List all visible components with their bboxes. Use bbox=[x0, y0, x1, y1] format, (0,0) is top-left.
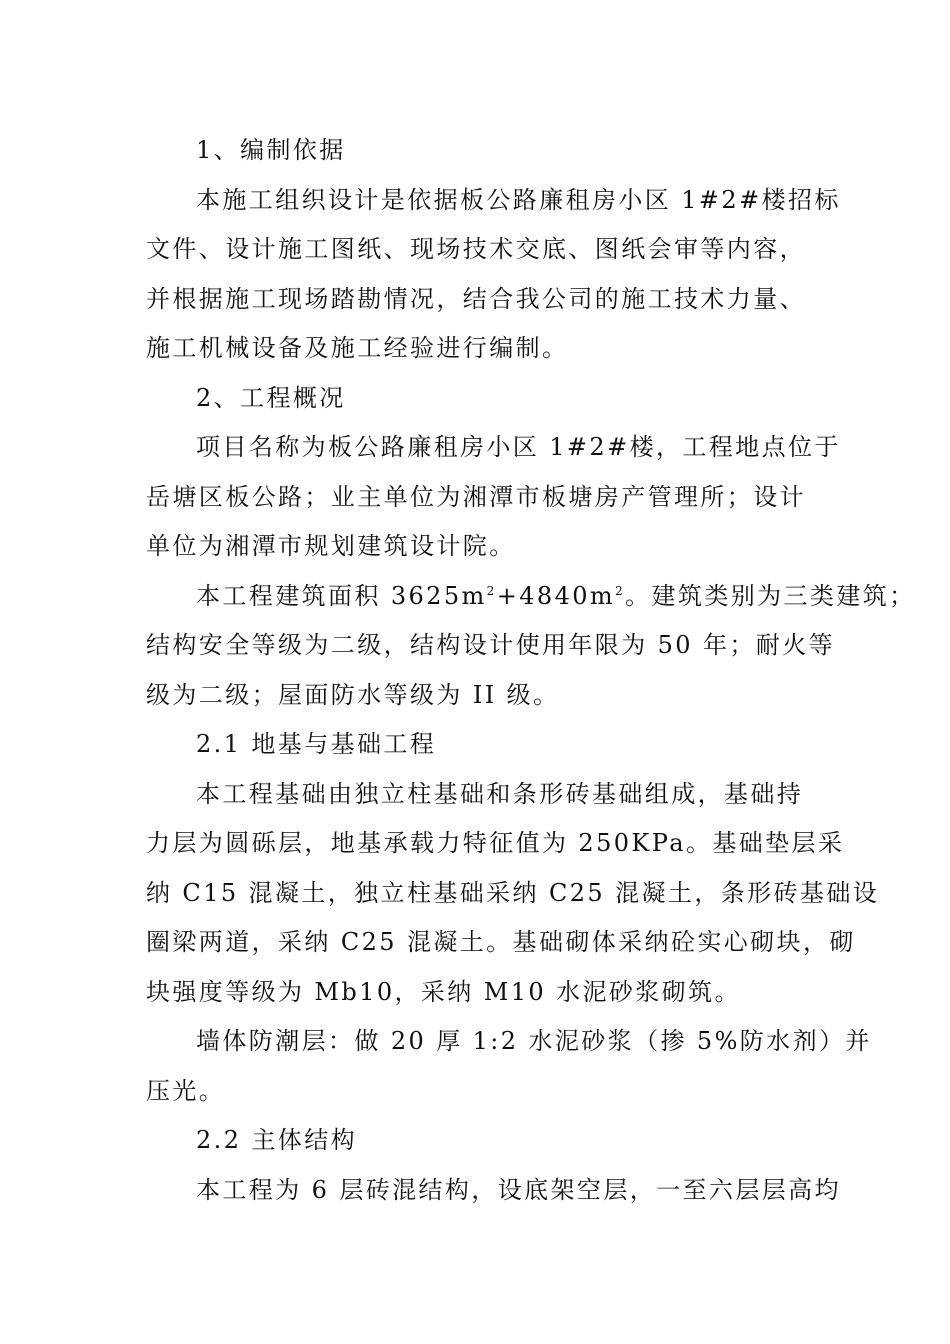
paragraph-line-area bbox=[146, 572, 916, 622]
area-unit-superscript: 2 bbox=[486, 583, 497, 598]
document-body bbox=[146, 126, 916, 1215]
paragraph-line: 墙体防潮层：做 20 厚 1:2 水泥砂浆（掺 5%防水剂）并 bbox=[196, 1027, 872, 1055]
paragraph-line: 结构安全等级为二级，结构设计使用年限为 50 年；耐火等 bbox=[146, 631, 835, 659]
paragraph-line: 文件、设计施工图纸、现场技术交底、图纸会审等内容， bbox=[146, 235, 806, 263]
section-heading-foundation: 2.1 地基与基础工程 bbox=[196, 730, 437, 758]
paragraph-line: 本工程为 6 层砖混结构，设底架空层，一至六层层高均 bbox=[196, 1175, 841, 1204]
paragraph-line: 力层为圆砾层，地基承载力特征值为 250KPa。基础垫层采 bbox=[146, 829, 845, 857]
section-heading-main-structure: 2.2 主体结构 bbox=[196, 1126, 357, 1154]
section-heading-overview: 2、工程概况 bbox=[196, 383, 346, 412]
paragraph-line: 纳 C15 混凝土，独立柱基础采纳 C25 混凝土，条形砖基础设 bbox=[146, 878, 880, 907]
paragraph-line: 岳塘区板公路；业主单位为湘潭市板塘房产管理所；设计 bbox=[146, 482, 806, 511]
paragraph-line: 级为二级；屋面防水等级为 II 级。 bbox=[146, 680, 560, 709]
paragraph-line: 压光。 bbox=[146, 1076, 226, 1105]
paragraph-line: 单位为湘潭市规划建筑设计院。 bbox=[146, 532, 516, 560]
paragraph-line: 本工程基础由独立柱基础和条形砖基础组成，基础持 bbox=[196, 779, 804, 808]
paragraph-line: 并根据施工现场踏勘情况，结合我公司的施工技术力量、 bbox=[146, 284, 806, 313]
area-text-middle: +4840m bbox=[496, 581, 616, 610]
section-heading-basis: 1、编制依据 bbox=[196, 136, 346, 164]
area-text-start: 本工程建筑面积 3625m bbox=[196, 581, 487, 610]
paragraph-line: 本施工组织设计是依据板公路廉租房小区 1#2#楼招标 bbox=[196, 185, 841, 214]
area-unit-superscript: 2 bbox=[615, 583, 626, 598]
paragraph-line: 块强度等级为 Mb10，采纳 M10 水泥砂浆砌筑。 bbox=[146, 977, 741, 1006]
area-text-end: 。建筑类别为三类建筑； bbox=[625, 581, 916, 610]
paragraph-line: 圈梁两道，采纳 C25 混凝土。基础砌体采纳砼实心砌块，砌 bbox=[146, 928, 856, 956]
paragraph-line: 项目名称为板公路廉租房小区 1#2#楼，工程地点位于 bbox=[196, 433, 841, 461]
paragraph-line: 施工机械设备及施工经验进行编制。 bbox=[146, 334, 569, 362]
